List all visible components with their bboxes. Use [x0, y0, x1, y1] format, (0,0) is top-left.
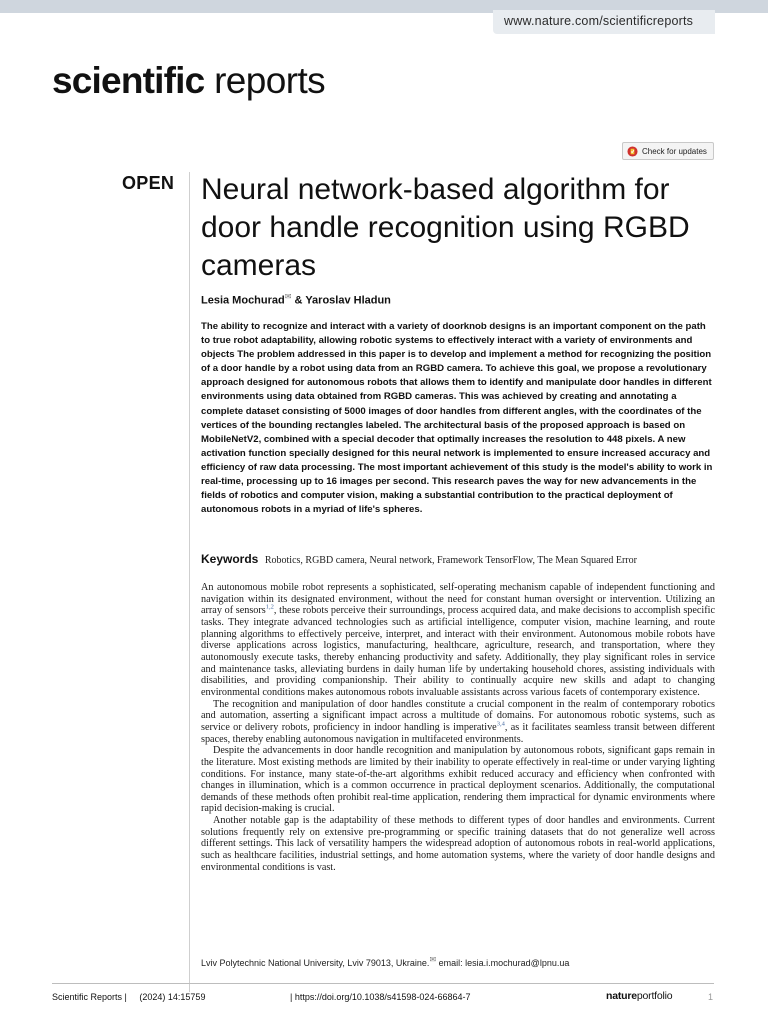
page-number: 1 — [708, 992, 714, 1002]
envelope-icon: ✉ — [429, 955, 437, 964]
paragraph: Another notable gap is the adaptability of these methods to different types of door handles and environments. Current solutions frequently rely on extensive pre-programming or specific training datasets that do not generalize well across different settings. This lack of versatility hampers the widespread adoption of autonomous robots in real-world applications, such as healthcare facilities, industrial settings, and home automation systems, where the variety of door handle designs and environmental conditions is vast. — [201, 815, 715, 873]
paragraph — [201, 582, 715, 699]
check-for-updates-button[interactable] — [622, 142, 714, 160]
check-for-updates-label: Check for updates — [642, 146, 707, 156]
footer-journal: Scientific Reports | — [52, 992, 127, 1002]
corresponding-email[interactable]: email: lesia.i.mochurad@lpnu.ua — [436, 958, 570, 968]
paragraph: Despite the advancements in door handle recognition and manipulation by autonomous robots, significant gaps remain in the literature. Most existing methods are limited by their inability to operate effectively in real-time or under varying lighting conditions. For instance, many state-of-the-art algorithms exhibit reduced accuracy and efficiency when confronted with changes in illumination, which is a common occurrence in practical deployment scenarios. Additionally, the computational demands of these methods often prohibit real-time application, rendering them impractical for dynamic environments where rapid decision-making is crucial. — [201, 745, 715, 815]
vertical-divider — [189, 172, 190, 992]
footer-divider — [52, 983, 714, 984]
affiliation — [201, 955, 569, 968]
paragraph — [201, 699, 715, 746]
article-title: Neural network-based algorithm for door handle recognition using RGBD cameras — [201, 173, 690, 282]
journal-logo[interactable] — [52, 62, 325, 99]
citation-link[interactable]: 3,4 — [496, 720, 505, 728]
nature-portfolio-logo[interactable] — [606, 990, 672, 1002]
affiliation-text: Lviv Polytechnic National University, Lviv 79013, Ukraine. — [201, 958, 430, 968]
logo-bold-word: scientific — [52, 60, 205, 101]
abstract: The ability to recognize and interact with a variety of doorknob designs is an important component on the path to true robot adaptability, allowing robotic systems to effectively interact with a variety of environments and objects The problem addressed in this paper is to develop and implement a method for recognizing the position of a door handle by a robot using data from an RGBD camera. To achieve this goal, we propose a revolutionary approach designed for autonomous robots that allows them to identify and manipulate door handles in different environments using data obtained from RGBD cameras. This was achieved by creating and annotating a complete dataset consisting of 5000 images of door handles from different angles, with the coordinates of the vertices of the bounding rectangles labeled. The architectural basis of the proposed approach is based on MobileNetV2, combined with a special decoder that optimally increases the resolution to 448 pixels. A new activation function specially designed for this neural network is implemented to ensure increased accuracy and efficiency of raw data processing. The most important achievement of this study is the model's ability to work in real-time, processing up to 16 images per second. This research paves the way for new advancements in the fields of robotics and computer vision, making a substantial contribution to the practical deployment of autonomous robots in a myriad of life's spheres. — [201, 321, 713, 516]
envelope-icon[interactable]: ✉ — [284, 292, 292, 301]
author-separator: & — [291, 294, 306, 307]
crossmark-icon — [627, 146, 638, 157]
open-access-label: OPEN — [122, 173, 175, 193]
author-name[interactable]: Lesia Mochurad — [201, 294, 285, 307]
citation-link[interactable]: 1,2 — [265, 603, 274, 611]
footer-doi[interactable]: | https://doi.org/10.1038/s41598-024-66864-7 — [290, 992, 471, 1002]
footer-volume: (2024) 14:15759 — [139, 992, 206, 1002]
keywords-section — [201, 552, 721, 566]
author-list — [201, 292, 391, 307]
paragraph-text: , as it facilitates seamless transit between different spaces, thereby enabling autonomous navigation in multifaceted environments. — [201, 721, 715, 745]
keywords-list: Robotics, RGBD camera, Neural network, Framework TensorFlow, The Mean Squared Error — [264, 555, 637, 566]
journal-url[interactable]: www.nature.com/scientificreports — [504, 14, 694, 28]
logo-portfolio: portfolio — [636, 990, 673, 1002]
keywords-heading: Keywords — [201, 552, 259, 566]
paragraph-text: An autonomous mobile robot represents a sophisticated, self-operating mechanism capable of independent functioning and navigation within its designated environment, without the need for constant human oversight or intervention. Utilizing an array of sensors — [201, 582, 715, 617]
body-text — [201, 582, 715, 873]
paragraph-text: The recognition and manipulation of door handles constitute a crucial component in the realm of contemporary robotics and automation, asserting a significant impact across a multitude of domains. For autonomous robotic systems, such as service or delivery robots, proficiency in indoor handling is imperative — [201, 698, 715, 733]
author-name[interactable]: Yaroslav Hladun — [305, 294, 391, 307]
paragraph-text: , these robots perceive their surroundings, process acquired data, and make decisions to accomplish specific tasks. They integrate advanced technologies such as artificial intelligence, computer vision, machine learning, and route planning algorithms to effectively perceive, interpret, and interact with their environment. Autonomous mobile robots have diverse applications across logistics, manufacturing, healthcare, agriculture, research, and transportation, where they autonomously execute tasks, thereby enhancing productivity and safety. Additionally, they play significant roles in service and maintenance tasks, alleviating burdens in daily human life by undertaking household chores, assisting individuals with disabilities, and providing companionship. Their ability to continually acquire new skills and adapt to changing environmental conditions makes autonomous robots invaluable assistants across various facets of contemporary existence. — [201, 605, 716, 698]
footer-citation — [52, 992, 205, 1002]
logo-light-word: reports — [204, 60, 326, 101]
logo-nature: nature — [606, 990, 637, 1002]
